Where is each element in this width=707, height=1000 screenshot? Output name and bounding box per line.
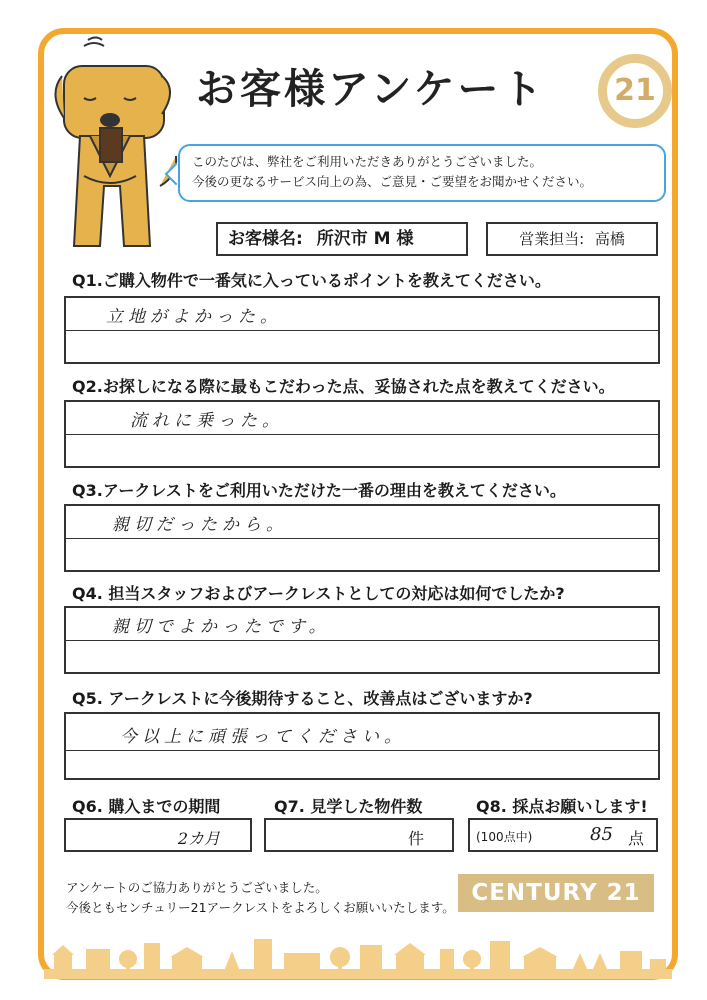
answer-box-8 bbox=[468, 818, 658, 852]
sales-staff-box bbox=[486, 222, 658, 256]
score-value: 85 bbox=[590, 824, 613, 845]
intro-line-2: 今後の更なるサービス向上の為、ご意見・ご要望をお聞かせください。 bbox=[192, 174, 593, 189]
question-1-label: Q1.ご購入物件で一番気に入っているポイントを教えてください。 bbox=[72, 271, 551, 290]
answer-1-rule bbox=[66, 330, 658, 331]
answer-box-5 bbox=[64, 712, 660, 780]
question-5-label: Q5. アークレストに今後期待すること、改善点はございますか? bbox=[72, 689, 533, 708]
century21-circle-logo: 21 bbox=[598, 54, 672, 128]
answer-2-rule bbox=[66, 434, 658, 435]
mascot-dog-illustration bbox=[50, 36, 180, 266]
answer-box-7 bbox=[264, 818, 454, 852]
staff-name: 高橋 bbox=[594, 230, 625, 248]
intro-speech-bubble bbox=[178, 144, 666, 202]
question-7-label: Q7. 見学した物件数 bbox=[274, 797, 423, 816]
answer-box-4 bbox=[64, 606, 660, 674]
customer-name-box bbox=[216, 222, 468, 256]
answer-4-rule bbox=[66, 640, 658, 641]
closing-message bbox=[66, 878, 455, 918]
answer-4-handwriting: 親切でよかったです。 bbox=[112, 617, 331, 637]
closing-line-2: 今後ともセンチュリー21アークレストをよろしくお願いいたします。 bbox=[66, 900, 455, 915]
answer-box-1 bbox=[64, 296, 660, 364]
staff-label: 営業担当: bbox=[519, 230, 585, 248]
score-scale-note: (100点中) bbox=[476, 830, 533, 844]
answer-box-2 bbox=[64, 400, 660, 468]
answer-box-3 bbox=[64, 504, 660, 572]
town-skyline-illustration bbox=[44, 935, 672, 979]
answer-3-handwriting: 親切だったから。 bbox=[112, 515, 288, 535]
answer-1-handwriting: 立地がよかった。 bbox=[106, 307, 282, 327]
century21-wordmark: CENTURY 21 bbox=[458, 874, 654, 912]
page-title: お客様アンケート bbox=[196, 65, 546, 113]
question-3-label: Q3.アークレストをご利用いただけた一番の理由を教えてください。 bbox=[72, 481, 566, 500]
answer-5-handwriting: 今以上に頑張ってください。 bbox=[120, 727, 406, 747]
answer-2-handwriting: 流れに乗った。 bbox=[130, 411, 284, 431]
answer-box-6 bbox=[64, 818, 252, 852]
question-4-label: Q4. 担当スタッフおよびアークレストとしての対応は如何でしたか? bbox=[72, 584, 565, 603]
closing-line-1: アンケートのご協力ありがとうございました。 bbox=[66, 880, 328, 895]
viewed-count-unit: 件 bbox=[407, 829, 424, 848]
answer-3-rule bbox=[66, 538, 658, 539]
question-8-label: Q8. 採点お願いします! bbox=[476, 797, 648, 816]
question-2-label: Q2.お探しになる際に最もこだわった点、妥協された点を教えてください。 bbox=[72, 377, 615, 396]
question-6-label: Q6. 購入までの期間 bbox=[72, 797, 221, 816]
score-unit: 点 bbox=[628, 829, 645, 848]
intro-line-1: このたびは、弊社をご利用いただきありがとうございました。 bbox=[192, 154, 543, 169]
customer-name-label: お客様名: bbox=[228, 229, 303, 249]
customer-name-value: 所沢市 M 様 bbox=[316, 229, 414, 249]
answer-5-rule bbox=[66, 750, 658, 751]
purchase-period-value: 2カ月 bbox=[177, 829, 220, 848]
